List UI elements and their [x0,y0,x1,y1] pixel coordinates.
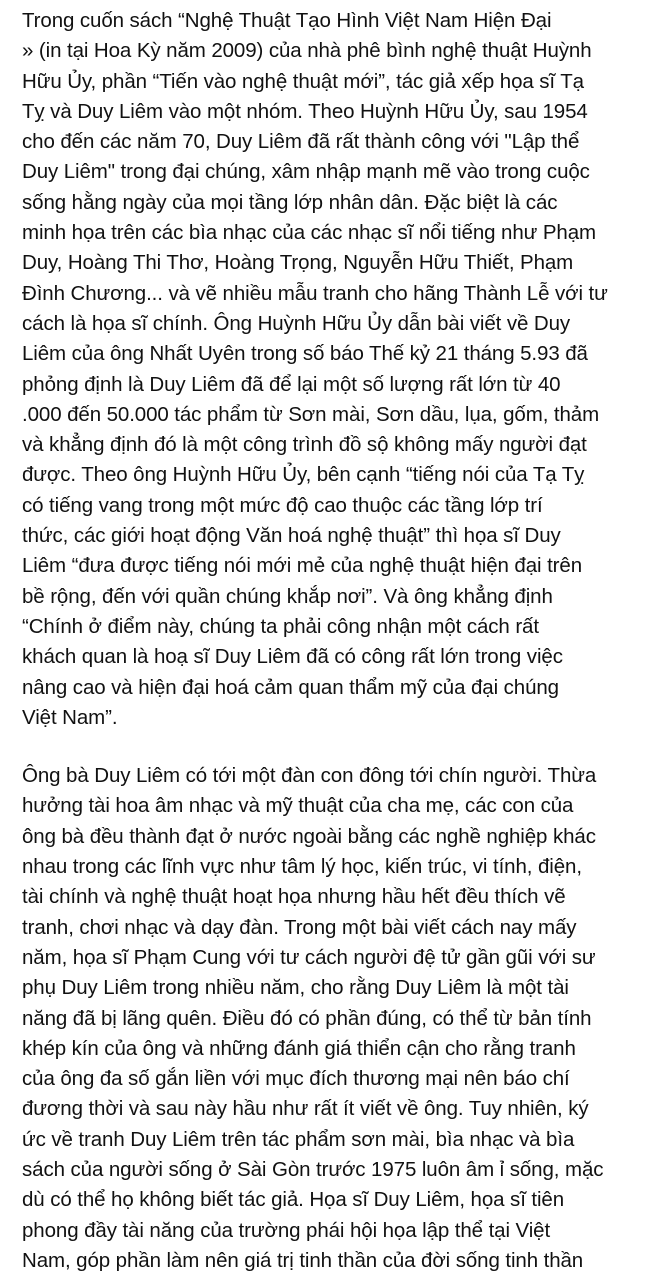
text-line: phụ Duy Liêm trong nhiều năm, cho rằng Duy Liêm là một tài [22,976,569,1000]
text-line: ức về tranh Duy Liêm trên tác phẩm sơn mài, bìa nhạc và bìa [22,1127,575,1151]
text-line: sống hằng ngày của mọi tầng lớp nhân dân. Đặc biệt là các [22,190,558,214]
article-body [22,6,652,1276]
text-line: năm, họa sĩ Phạm Cung với tư cách người đệ tử gần gũi với sư [22,945,596,969]
text-line: Tỵ và Duy Liêm vào một nhóm. Theo Huỳnh Hữu Ủy, sau 1954 [22,99,588,123]
text-line: Liêm “đưa được tiếng nói mới mẻ của nghệ thuật hiện đại trên [22,554,583,578]
text-line: .000 đến 50.000 tác phẩm từ Sơn mài, Sơn dầu, lụa, gốm, thảm [22,402,600,426]
text-line: ông bà đều thành đạt ở nước ngoài bằng các nghề nghiệp khác [22,824,596,848]
paragraph-1 [22,6,652,733]
text-line: nâng cao và hiện đại hoá cảm quan thẩm mỹ của đại chúng [22,675,559,699]
text-line: khép kín của ông và những đánh giá thiển cận cho rằng tranh [22,1036,576,1060]
text-line: minh họa trên các bìa nhạc của các nhạc sĩ nổi tiếng như Phạm [22,221,596,245]
text-line: Duy, Hoàng Thi Thơ, Hoàng Trọng, Nguyễn Hữu Thiết, Phạm [22,251,574,275]
text-line: Ông bà Duy Liêm có tới một đàn con đông tới chín người. Thừa [22,764,597,788]
text-line: nhau trong các lĩnh vực như tâm lý học, kiến trúc, vi tính, điện, [22,855,582,879]
text-line: “Chính ở điểm này, chúng ta phải công nhận một cách rất [22,614,539,638]
text-line: được. Theo ông Huỳnh Hữu Ủy, bên cạnh “tiếng nói của Tạ Tỵ [22,463,585,487]
text-line: dù có thể họ không biết tác giả. Họa sĩ Duy Liêm, họa sĩ tiên [22,1188,565,1212]
text-line: năng đã bị lãng quên. Điều đó có phần đúng, có thể từ bản tính [22,1006,592,1030]
text-line: khách quan là hoạ sĩ Duy Liêm đã có công rất lớn trong việc [22,645,563,669]
text-line: và khẳng định đó là một công trình đồ sộ không mấy người đạt [22,433,587,457]
text-line: sách của người sống ở Sài Gòn trước 1975 luôn âm ỉ sống, mặc [22,1157,604,1181]
text-line: có tiếng vang trong một mức độ cao thuộc các tầng lớp trí [22,493,543,517]
paragraph-2 [22,761,652,1276]
text-line: Nam, góp phần làm nên giá trị tinh thần của đời sống tinh thần [22,1248,584,1272]
text-line: phong đầy tài năng của trường phái hội họa lập thể tại Việt [22,1218,551,1242]
text-line: Đình Chương... và vẽ nhiều mẫu tranh cho hãng Thành Lễ với tư [22,281,608,305]
text-line: tài chính và nghệ thuật hoạt họa nhưng hầu hết đều thích vẽ [22,885,566,909]
text-line: Việt Nam”. [22,705,118,729]
text-line: Duy Liêm" trong đại chúng, xâm nhập mạnh mẽ vào trong cuộc [22,160,590,184]
text-line: thức, các giới hoạt động Văn hoá nghệ thuật” thì họa sĩ Duy [22,524,561,548]
text-line: Trong cuốn sách “Nghệ Thuật Tạo Hình Việt Nam Hiện Đại [22,9,552,32]
text-line: đương thời và sau này hầu như rất ít viết về ông. Tuy nhiên, ký [22,1097,589,1121]
text-line: hưởng tài hoa âm nhạc và mỹ thuật của cha mẹ, các con của [22,794,574,818]
text-line: phỏng định là Duy Liêm đã để lại một số lượng rất lớn từ 40 [22,372,561,396]
paragraph-spacer [22,733,652,761]
text-line: Liêm của ông Nhất Uyên trong số báo Thế kỷ 21 tháng 5.93 đã [22,342,588,366]
text-line: Hữu Ủy, phần “Tiến vào nghệ thuật mới”, tác giả xếp họa sĩ Tạ [22,69,584,93]
text-line: của ông đa số gắn liền với mục đích thương mại nên báo chí [22,1067,570,1091]
text-line: bề rộng, đến với quần chúng khắp nơi”. Và ông khẳng định [22,584,553,608]
text-line: tranh, chơi nhạc và dạy đàn. Trong một bài viết cách nay mấy [22,915,577,939]
text-line: cách là họa sĩ chính. Ông Huỳnh Hữu Ủy dẫn bài viết về Duy [22,311,571,335]
text-line: cho đến các năm 70, Duy Liêm đã rất thành công với "Lập thể [22,130,580,154]
text-line: » (in tại Hoa Kỳ năm 2009) của nhà phê bình nghệ thuật Huỳnh [22,39,592,63]
